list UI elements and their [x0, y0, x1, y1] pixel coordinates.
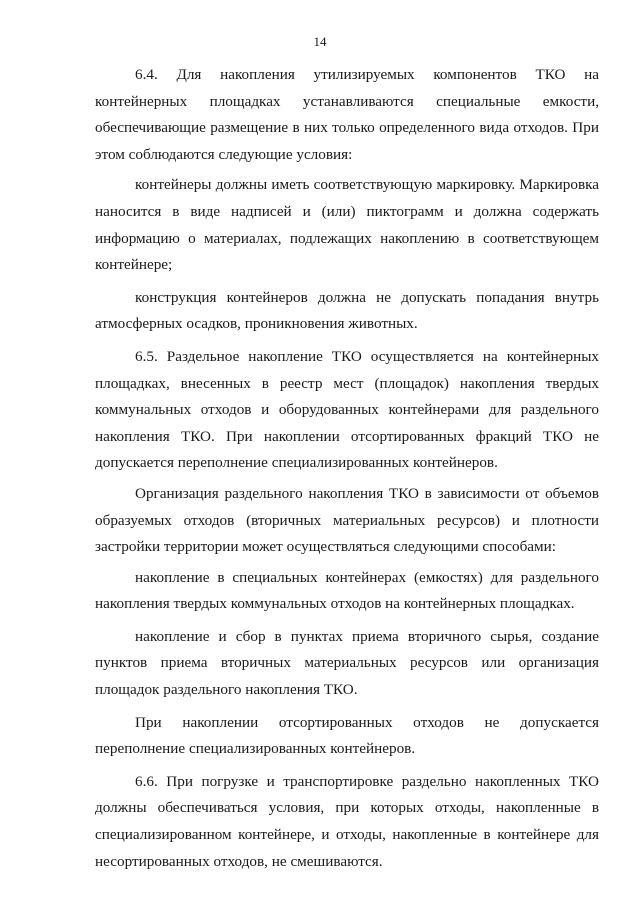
- document-body: [95, 62, 599, 879]
- paragraph-6-5: 6.5. Раздельное накопление ТКО осуществляется на контейнерных площадках, внесенных в реестр мест (площадок) накопления твердых коммунальных отходов и оборудованных контейнерами для раздельного накопления ТКО. При накоплении отсортированных фракций ТКО не допускается переполнение специализированных контейнеров.: [95, 347, 599, 472]
- page-number: 14: [313, 34, 327, 49]
- condition-construction: конструкция контейнеров должна не допускать попадания внутрь атмосферных осадков, проникновения животных.: [95, 288, 599, 333]
- paragraph-6-4: 6.4. Для накопления утилизируемых компонентов ТКО на контейнерных площадках устанавливаются специальные емкости, обеспечивающие размещение в них только определенного вида отходов. При этом соблюдаются следующие условия:: [95, 66, 599, 163]
- method-special-containers: накопление в специальных контейнерах (емкостях) для раздельного накопления твердых коммунальных отходов на контейнерных площадках.: [95, 568, 599, 613]
- paragraph-no-overflow: При накоплении отсортированных отходов не допускается переполнение специализированных контейнеров.: [95, 713, 599, 758]
- paragraph-organization: Организация раздельного накопления ТКО в зависимости от объемов образуемых отходов (вторичных материальных ресурсов) и плотности застройки территории может осуществляться следующими способами:: [95, 484, 599, 556]
- paragraph-6-6: 6.6. При погрузке и транспортировке раздельно накопленных ТКО должны обеспечиваться условия, при которых отходы, накопленные в специализированном контейнере, и отходы, накопленные в контейнере для несортированных отходов, не смешиваются.: [95, 772, 599, 870]
- method-collection-points: накопление и сбор в пунктах приема вторичного сырья, создание пунктов приема вторичных материальных ресурсов или организация площадок раздельного накопления ТКО.: [95, 627, 599, 699]
- condition-marking: контейнеры должны иметь соответствующую маркировку. Маркировка наносится в виде надписей и (или) пиктограмм и должна содержать информацию о материалах, подлежащих накоплению в соответствующем контейнере;: [95, 176, 599, 274]
